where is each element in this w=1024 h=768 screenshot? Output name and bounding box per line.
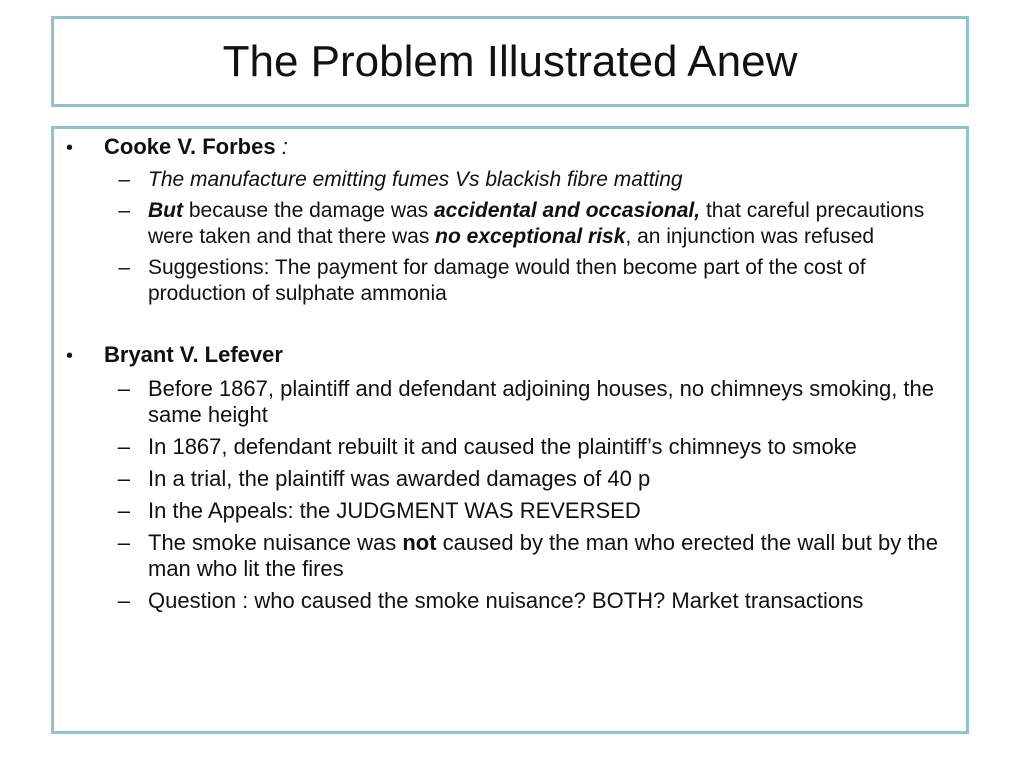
item-text: Suggestions: The payment for damage would then become part of the cost of production of sulphate ammonia [148,256,866,305]
list-item [62,530,960,582]
case-bryant-lefever [62,341,960,614]
dash-icon: – [117,588,130,613]
slide-title: The Problem Illustrated Anew [222,36,798,86]
title-box [51,16,969,107]
bullet-dot-icon: • [66,137,74,159]
content-box [51,126,969,734]
list-item [62,466,960,492]
list-item [62,588,960,614]
list-item [62,255,960,307]
list-item [62,434,960,460]
list-item [62,198,960,250]
list-item [62,498,960,524]
case-heading-suffix: : [275,134,288,159]
item-text: In the Appeals: the JUDGMENT WAS REVERSED [148,498,641,523]
case-heading: Bryant V. Lefever [104,342,283,367]
list-item [62,376,960,428]
item-text: But because the damage was accidental and occasional, that careful precautions were taken and that there was no exceptional risk, an injunction was refused [148,199,925,248]
dash-icon: – [117,466,130,491]
dash-icon: – [118,199,130,222]
item-text: The smoke nuisance was not caused by the man who erected the wall but by the man who lit the fires [148,530,938,581]
sub-list [62,167,960,307]
bullet-bryant-lefever [62,341,960,370]
dash-icon: – [118,256,130,279]
case-heading: Cooke V. Forbes [104,134,276,159]
dash-icon: – [117,530,130,555]
item-text: In a trial, the plaintiff was awarded damages of 40 p [148,466,651,491]
dash-icon: – [118,168,130,191]
item-text: Before 1867, plaintiff and defendant adjoining houses, no chimneys smoking, the same height [148,376,935,427]
sub-list [62,376,960,614]
item-text: The manufacture emitting fumes Vs blackish fibre matting [148,168,683,191]
bullet-dot-icon: • [66,345,74,367]
dash-icon: – [117,376,130,401]
case-cooke-forbes [62,133,960,307]
item-text: Question : who caused the smoke nuisance? BOTH? Market transactions [148,588,864,613]
item-text: In 1867, defendant rebuilt it and caused the plaintiff’s chimneys to smoke [148,434,857,459]
list-item [62,167,960,193]
bullet-cooke-forbes [62,133,960,162]
dash-icon: – [117,434,130,459]
dash-icon: – [117,498,130,523]
